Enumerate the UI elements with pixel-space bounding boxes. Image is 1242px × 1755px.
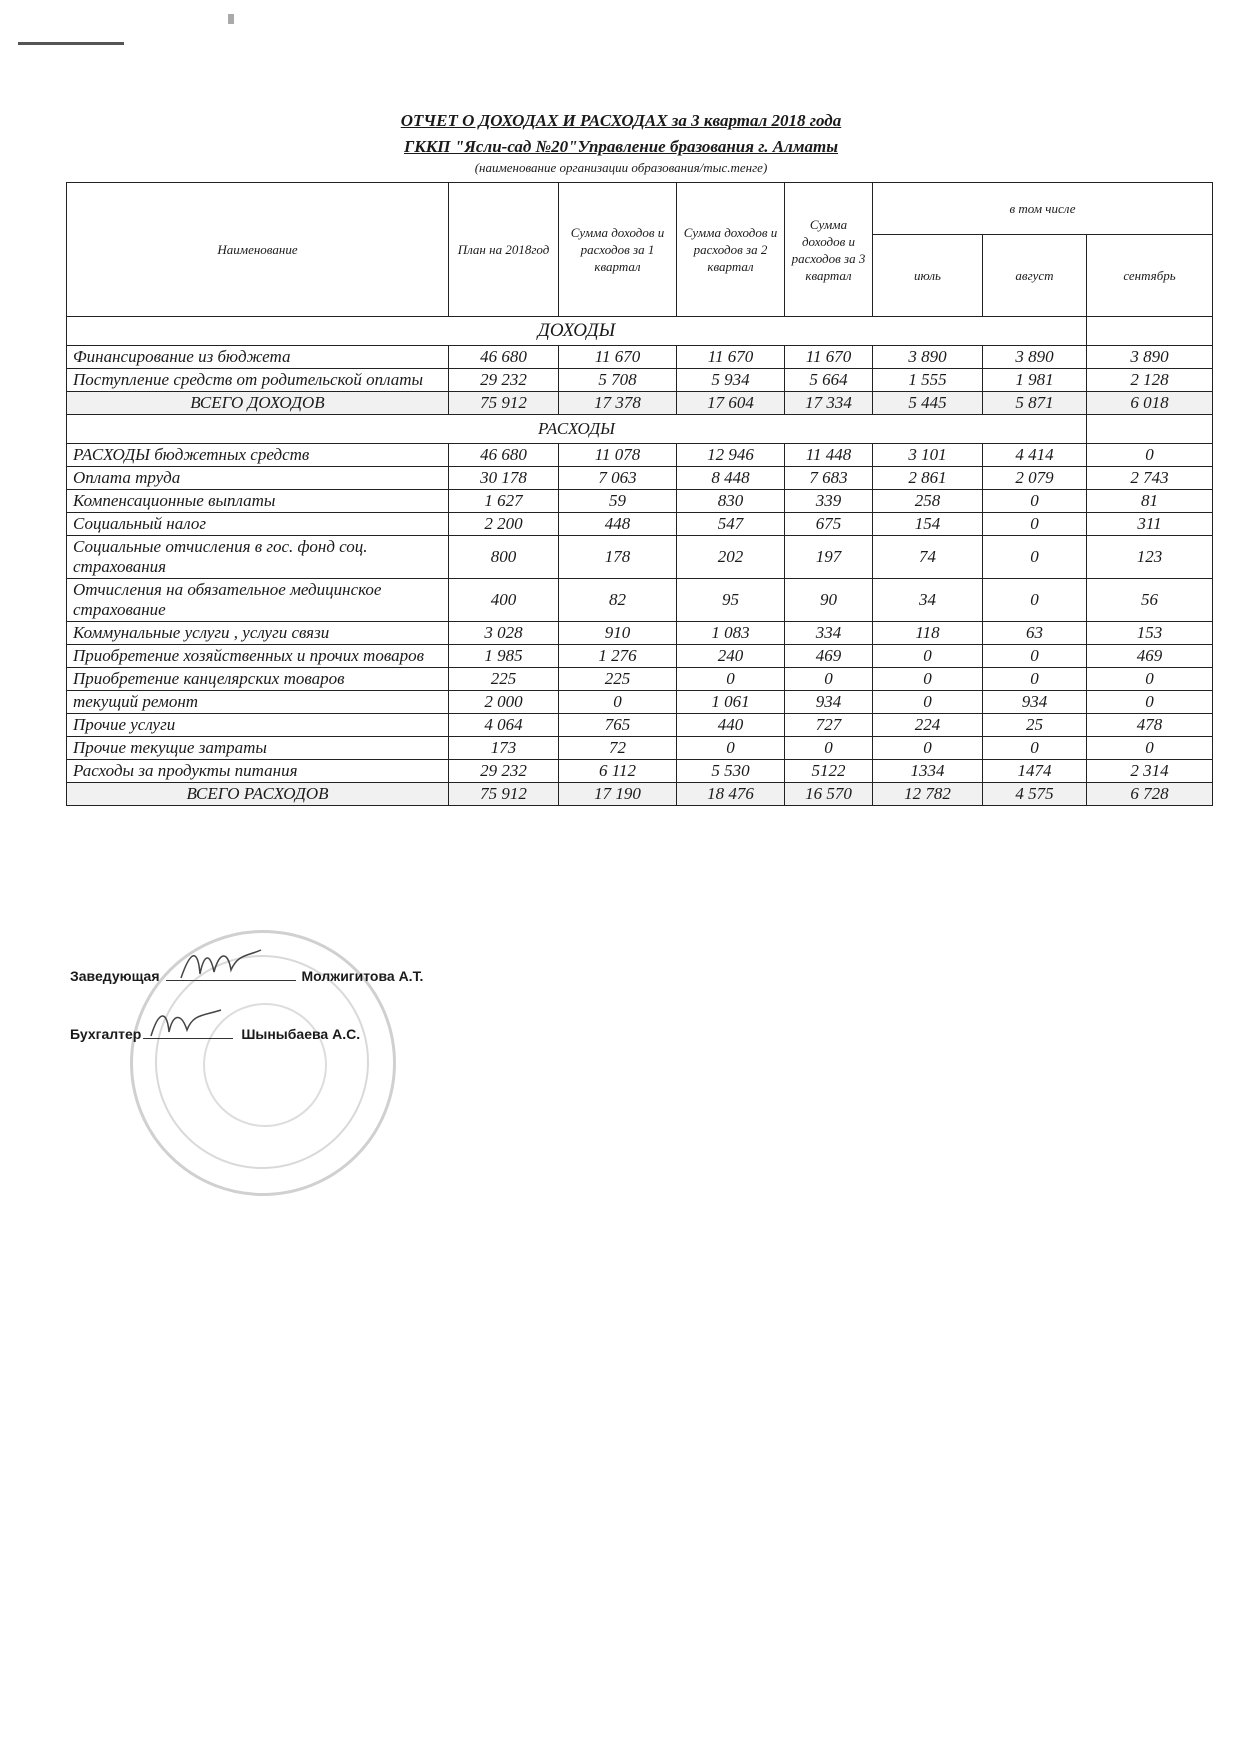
cell-plan: 75 912 [449, 392, 559, 415]
cell-plan: 75 912 [449, 783, 559, 806]
table-row [67, 714, 1213, 737]
table-row [67, 645, 1213, 668]
accountant-name: Шыныбаева А.С. [241, 1026, 361, 1042]
cell-q1: 0 [559, 691, 677, 714]
cell-sep: 0 [1087, 444, 1213, 467]
cell-q1: 17 190 [559, 783, 677, 806]
cell-jul: 154 [873, 513, 983, 536]
cell-sep: 153 [1087, 622, 1213, 645]
cell-q3: 469 [785, 645, 873, 668]
cell-q1: 72 [559, 737, 677, 760]
report-table [66, 182, 1213, 806]
cell-jul: 258 [873, 490, 983, 513]
table-row [67, 579, 1213, 622]
table-row [67, 760, 1213, 783]
row-label: Прочие услуги [67, 714, 449, 737]
col-header-sep: сентябрь [1087, 235, 1213, 317]
cell-plan: 29 232 [449, 760, 559, 783]
cell-sep: 123 [1087, 536, 1213, 579]
cell-q2: 240 [677, 645, 785, 668]
cell-sep: 3 890 [1087, 346, 1213, 369]
cell-q2: 1 083 [677, 622, 785, 645]
cell-plan: 46 680 [449, 444, 559, 467]
cell-q2: 8 448 [677, 467, 785, 490]
cell-plan: 46 680 [449, 346, 559, 369]
accountant-signature-line [143, 1024, 233, 1039]
cell-jul: 12 782 [873, 783, 983, 806]
head-name: Молжигитова А.Т. [301, 968, 424, 984]
cell-q3: 5122 [785, 760, 873, 783]
cell-q3: 934 [785, 691, 873, 714]
table-row [67, 490, 1213, 513]
cell-jul: 224 [873, 714, 983, 737]
cell-q3: 7 683 [785, 467, 873, 490]
row-label: текущий ремонт [67, 691, 449, 714]
cell-jul: 74 [873, 536, 983, 579]
section-expenses-label: РАСХОДЫ [67, 415, 1087, 444]
cell-plan: 173 [449, 737, 559, 760]
col-header-plan: План на 2018год [449, 183, 559, 317]
cell-q3: 727 [785, 714, 873, 737]
title-line-1: ОТЧЕТ О ДОХОДАХ И РАСХОДАХ за 3 квартал 2018 года [400, 111, 842, 130]
cell-plan: 2 000 [449, 691, 559, 714]
cell-q3: 339 [785, 490, 873, 513]
cell-plan: 3 028 [449, 622, 559, 645]
cell-plan: 1 985 [449, 645, 559, 668]
cell-jul: 1334 [873, 760, 983, 783]
cell-q2: 830 [677, 490, 785, 513]
section-empty-cell [1087, 415, 1213, 444]
cell-q2: 11 670 [677, 346, 785, 369]
cell-sep: 311 [1087, 513, 1213, 536]
cell-aug: 2 079 [983, 467, 1087, 490]
cell-aug: 0 [983, 579, 1087, 622]
cell-jul: 0 [873, 668, 983, 691]
cell-q1: 5 708 [559, 369, 677, 392]
cell-jul: 3 101 [873, 444, 983, 467]
cell-plan: 1 627 [449, 490, 559, 513]
expense-total-row [67, 783, 1213, 806]
cell-q1: 910 [559, 622, 677, 645]
cell-sep: 2 128 [1087, 369, 1213, 392]
cell-q2: 12 946 [677, 444, 785, 467]
cell-sep: 6 018 [1087, 392, 1213, 415]
income-total-row [67, 392, 1213, 415]
cell-plan: 30 178 [449, 467, 559, 490]
cell-jul: 5 445 [873, 392, 983, 415]
cell-aug: 25 [983, 714, 1087, 737]
head-role: Заведующая [70, 968, 160, 984]
cell-q1: 765 [559, 714, 677, 737]
cell-jul: 0 [873, 645, 983, 668]
cell-q3: 5 664 [785, 369, 873, 392]
cell-q2: 95 [677, 579, 785, 622]
cell-aug: 0 [983, 645, 1087, 668]
table-row [67, 737, 1213, 760]
handwritten-signature [176, 944, 266, 984]
cell-plan: 400 [449, 579, 559, 622]
col-header-q3: Сумма доходов и расходов за 3 квартал [785, 183, 873, 317]
title-line-2: ГККП "Ясли-сад №20"Управление бразования г. Алматы [403, 137, 839, 156]
cell-aug: 0 [983, 668, 1087, 691]
cell-jul: 3 890 [873, 346, 983, 369]
cell-q1: 17 378 [559, 392, 677, 415]
cell-q3: 11 670 [785, 346, 873, 369]
cell-q2: 547 [677, 513, 785, 536]
table-row [67, 346, 1213, 369]
cell-q3: 90 [785, 579, 873, 622]
col-header-including: в том числе [873, 183, 1213, 235]
row-label: Оплата труда [67, 467, 449, 490]
cell-sep: 2 743 [1087, 467, 1213, 490]
cell-aug: 1474 [983, 760, 1087, 783]
cell-plan: 800 [449, 536, 559, 579]
cell-q1: 82 [559, 579, 677, 622]
cell-aug: 4 575 [983, 783, 1087, 806]
table-row [67, 668, 1213, 691]
table-row [67, 536, 1213, 579]
table-row [67, 467, 1213, 490]
cell-aug: 0 [983, 490, 1087, 513]
cell-sep: 6 728 [1087, 783, 1213, 806]
row-label: Приобретение канцелярских товаров [67, 668, 449, 691]
cell-plan: 2 200 [449, 513, 559, 536]
cell-jul: 1 555 [873, 369, 983, 392]
cell-q3: 0 [785, 668, 873, 691]
cell-jul: 118 [873, 622, 983, 645]
cell-q2: 0 [677, 737, 785, 760]
table-row [67, 622, 1213, 645]
cell-q3: 197 [785, 536, 873, 579]
table-row [67, 444, 1213, 467]
cell-q3: 675 [785, 513, 873, 536]
signature-head [70, 966, 423, 984]
col-header-q1: Сумма доходов и расходов за 1 квартал [559, 183, 677, 317]
scan-artifact-line [18, 42, 124, 45]
cell-q1: 178 [559, 536, 677, 579]
cell-plan: 4 064 [449, 714, 559, 737]
report-title [0, 108, 1242, 160]
report-subtitle: (наименование организации образования/тыс.тенге) [474, 160, 768, 175]
section-income-label: ДОХОДЫ [67, 317, 1087, 346]
cell-aug: 0 [983, 737, 1087, 760]
row-label: Компенсационные выплаты [67, 490, 449, 513]
row-label: РАСХОДЫ бюджетных средств [67, 444, 449, 467]
handwritten-signature [147, 1006, 227, 1040]
cell-q2: 1 061 [677, 691, 785, 714]
row-label: Расходы за продукты питания [67, 760, 449, 783]
col-header-aug: август [983, 235, 1087, 317]
cell-q3: 11 448 [785, 444, 873, 467]
cell-jul: 0 [873, 691, 983, 714]
row-label: ВСЕГО РАСХОДОВ [67, 783, 449, 806]
row-label: Коммунальные услуги , услуги связи [67, 622, 449, 645]
cell-q1: 11 670 [559, 346, 677, 369]
cell-sep: 478 [1087, 714, 1213, 737]
cell-plan: 29 232 [449, 369, 559, 392]
row-label: Социальные отчисления в гос. фонд соц. страхования [67, 536, 449, 579]
head-signature-line [166, 966, 296, 981]
cell-q3: 0 [785, 737, 873, 760]
cell-q2: 5 530 [677, 760, 785, 783]
cell-q2: 17 604 [677, 392, 785, 415]
row-label: ВСЕГО ДОХОДОВ [67, 392, 449, 415]
cell-q1: 7 063 [559, 467, 677, 490]
cell-q1: 1 276 [559, 645, 677, 668]
cell-aug: 63 [983, 622, 1087, 645]
cell-q1: 225 [559, 668, 677, 691]
row-label: Отчисления на обязательное медицинское страхование [67, 579, 449, 622]
section-income-row [67, 317, 1213, 346]
cell-q1: 59 [559, 490, 677, 513]
col-header-q2: Сумма доходов и расходов за 2 квартал [677, 183, 785, 317]
cell-aug: 4 414 [983, 444, 1087, 467]
cell-q1: 11 078 [559, 444, 677, 467]
accountant-role: Бухгалтер [70, 1026, 142, 1042]
table-row [67, 691, 1213, 714]
cell-plan: 225 [449, 668, 559, 691]
col-header-name: Наименование [67, 183, 449, 317]
cell-sep: 0 [1087, 668, 1213, 691]
row-label: Финансирование из бюджета [67, 346, 449, 369]
cell-q3: 334 [785, 622, 873, 645]
cell-q2: 18 476 [677, 783, 785, 806]
cell-sep: 56 [1087, 579, 1213, 622]
cell-jul: 0 [873, 737, 983, 760]
cell-q1: 6 112 [559, 760, 677, 783]
cell-q2: 5 934 [677, 369, 785, 392]
scan-artifact-dot [228, 14, 234, 24]
cell-sep: 2 314 [1087, 760, 1213, 783]
section-empty-cell [1087, 317, 1213, 346]
row-label: Приобретение хозяйственных и прочих товаров [67, 645, 449, 668]
row-label: Прочие текущие затраты [67, 737, 449, 760]
signature-accountant [70, 1024, 360, 1042]
cell-aug: 0 [983, 536, 1087, 579]
cell-q2: 0 [677, 668, 785, 691]
cell-sep: 0 [1087, 691, 1213, 714]
cell-q2: 440 [677, 714, 785, 737]
section-expenses-row [67, 415, 1213, 444]
cell-q1: 448 [559, 513, 677, 536]
cell-q2: 202 [677, 536, 785, 579]
cell-jul: 2 861 [873, 467, 983, 490]
col-header-jul: июль [873, 235, 983, 317]
row-label: Социальный налог [67, 513, 449, 536]
cell-aug: 3 890 [983, 346, 1087, 369]
cell-q3: 16 570 [785, 783, 873, 806]
row-label: Поступление средств от родительской оплаты [67, 369, 449, 392]
cell-jul: 34 [873, 579, 983, 622]
cell-sep: 469 [1087, 645, 1213, 668]
table-row [67, 513, 1213, 536]
table-row [67, 369, 1213, 392]
cell-sep: 81 [1087, 490, 1213, 513]
cell-q3: 17 334 [785, 392, 873, 415]
cell-aug: 1 981 [983, 369, 1087, 392]
cell-sep: 0 [1087, 737, 1213, 760]
cell-aug: 0 [983, 513, 1087, 536]
cell-aug: 934 [983, 691, 1087, 714]
cell-aug: 5 871 [983, 392, 1087, 415]
